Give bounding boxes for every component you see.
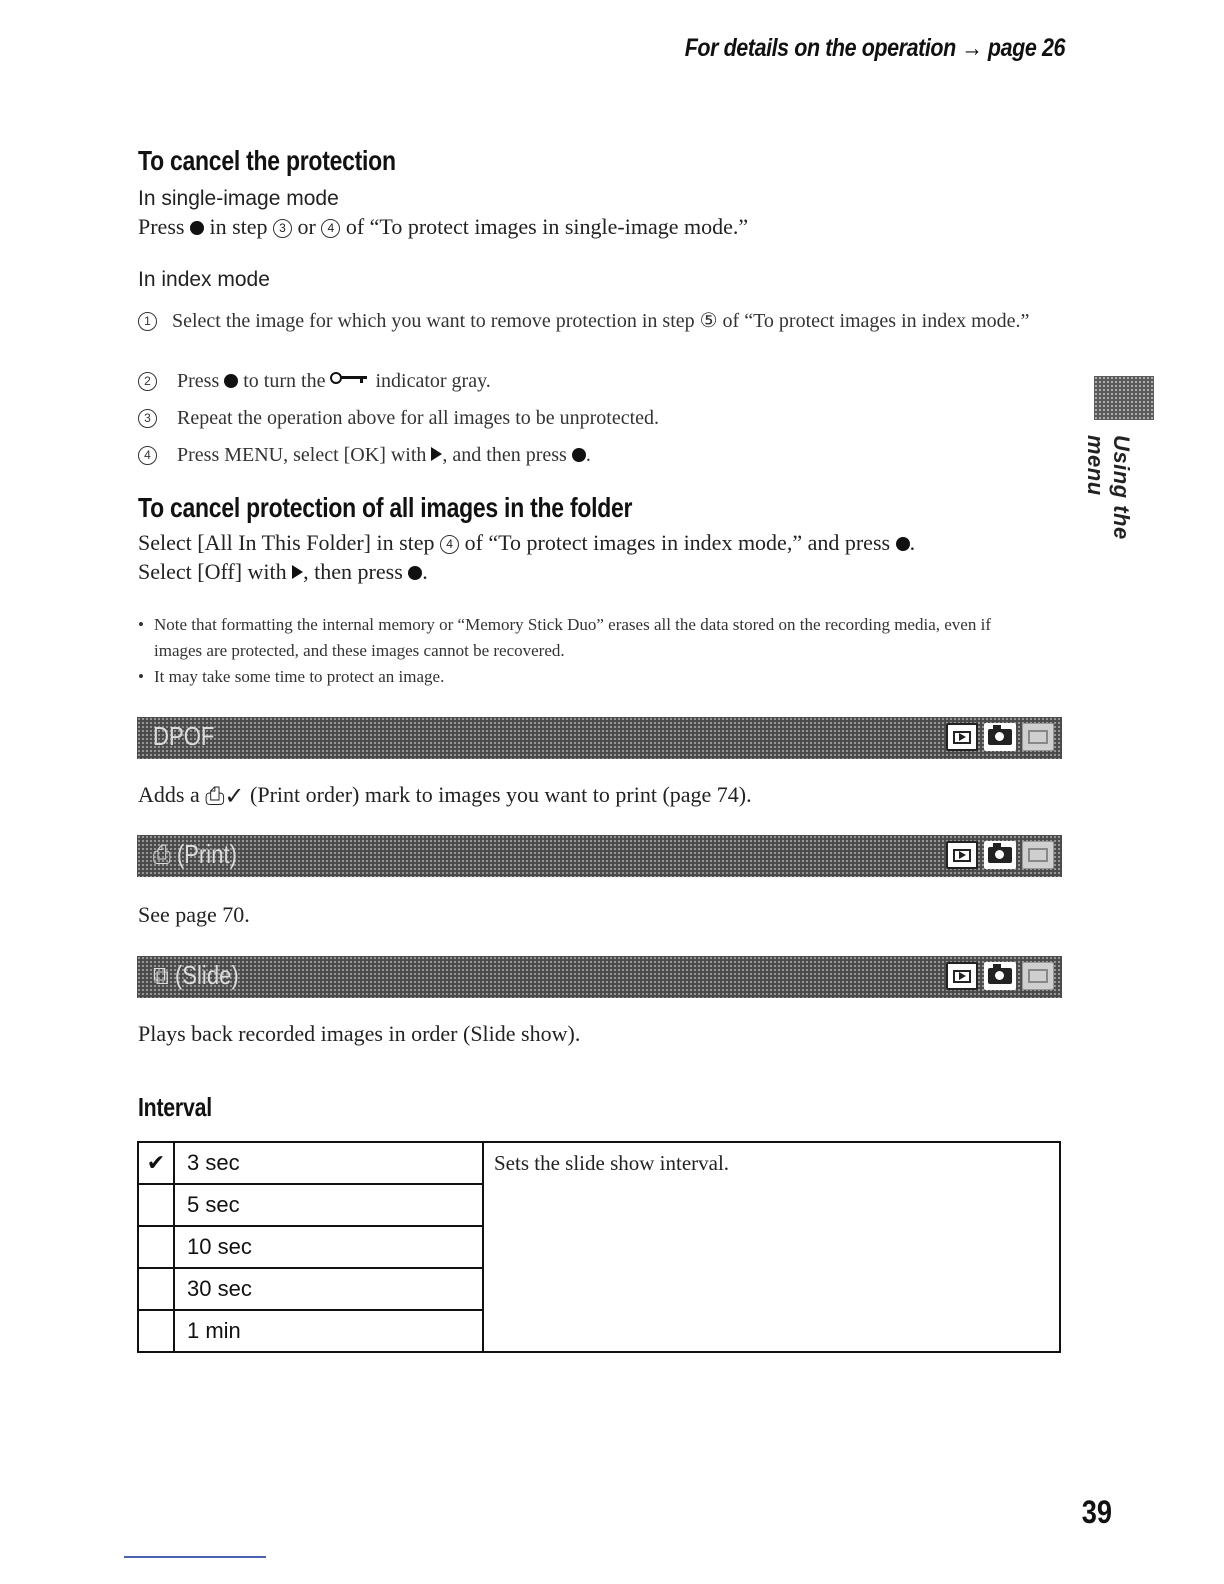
index-step-2: 2 Press to turn the indicator gray. [138,370,491,393]
movie-icon [1022,962,1054,990]
step-number: 4 [138,446,157,465]
center-button-icon [190,221,204,235]
side-tab-label: Using the menu [1083,435,1134,540]
menu-band-slide [137,956,1062,998]
camera-icon [984,723,1016,751]
right-arrow-icon [431,447,442,461]
default-check-icon: ✔ [138,1142,174,1184]
footer-divider [124,1556,266,1558]
center-button-icon [572,448,586,462]
dpof-description: Adds a ⎙✓ (Print order) mark to images you want to print (page 74). [138,782,752,810]
center-button-icon [896,537,910,551]
interval-option: 10 sec [174,1226,483,1268]
side-tab-marker [1094,376,1154,420]
mode-icons [946,841,1054,869]
key-protect-icon [330,372,370,382]
slide-description: Plays back recorded images in order (Slide show). [138,1021,581,1046]
section-title-cancel-all: To cancel protection of all images in the folder [138,492,633,523]
interval-description: Sets the slide show interval. [483,1142,1060,1352]
mode-icons [946,723,1054,751]
index-step-3: 3 Repeat the operation above for all images to be unprotected. [138,407,659,430]
index-step-4: 4 Press MENU, select [OK] with , and then press . [138,444,591,467]
play-mode-icon [946,962,978,990]
cancel-all-line-1: Select [All In This Folder] in step 4 of “To protect images in index mode,” and press . [138,530,916,555]
step-number: 2 [138,372,157,391]
menu-title-dpof: DPOF [153,721,215,751]
menu-title-print: ⎙ (Print) [153,839,237,869]
cancel-all-line-2: Select [Off] with , then press . [138,559,428,584]
interval-option: 5 sec [174,1184,483,1226]
menu-band-print [137,835,1062,877]
page-reference: For details on the operation → page 26 [684,34,1065,62]
interval-option: 30 sec [174,1268,483,1310]
movie-icon [1022,723,1054,751]
play-mode-icon [946,723,978,751]
menu-title-slide: ⧉ (Slide) [153,960,239,990]
note-item: • Note that formatting the internal memory or “Memory Stick Duo” erases all the data stored on the recording media, even if images are protected, and these images cannot be recovered. [138,615,991,660]
step-number: 3 [138,409,157,428]
movie-icon [1022,841,1054,869]
interval-table [137,1141,1061,1353]
step-3-marker: 3 [273,219,292,238]
table-row [138,1142,1060,1184]
index-step-1: 1 Select the image for which you want to remove protection in step ⑤ of “To protect images in index mode.” [138,308,1048,334]
notes-list [138,612,1018,690]
note-item: • It may take some time to protect an image. [138,667,445,686]
right-arrow-icon [292,565,303,579]
center-button-icon [408,566,422,580]
interval-option: 3 sec [174,1142,483,1184]
camera-icon [984,962,1016,990]
print-description: See page 70. [138,902,250,927]
interval-title: Interval [138,1092,212,1122]
step-4-marker: 4 [440,535,459,554]
interval-option: 1 min [174,1310,483,1352]
section-title-cancel-protection: To cancel the protection [138,145,396,176]
step-4-marker: 4 [321,219,340,238]
single-mode-instruction: Press in step 3 or 4 of “To protect images in single-image mode.” [138,214,749,239]
index-mode-label: In index mode [138,268,270,291]
play-mode-icon [946,841,978,869]
page-number: 39 [1081,1494,1112,1530]
print-order-icon: ⎙✓ [205,782,245,810]
single-mode-label: In single-image mode [138,187,339,210]
mode-icons [946,962,1054,990]
camera-icon [984,841,1016,869]
step-number: 1 [138,312,157,331]
center-button-icon [224,374,238,388]
menu-band-dpof [137,717,1062,759]
